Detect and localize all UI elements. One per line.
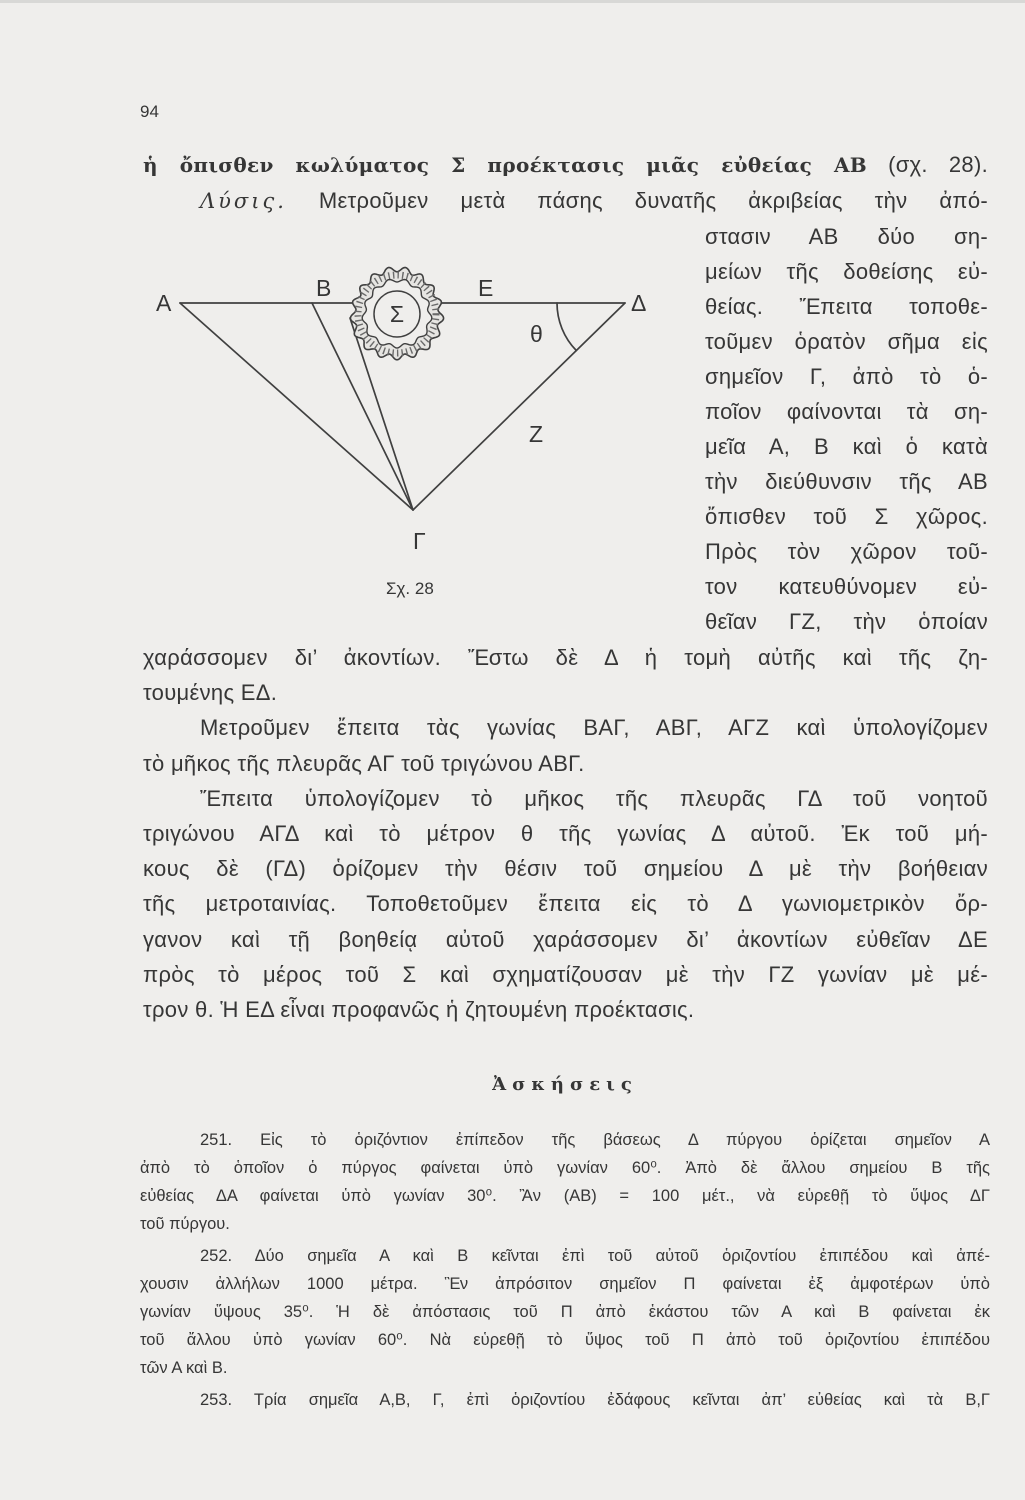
exercise-line: 252. Δύο σημεῖα Α καὶ Β κεῖνται ἐπὶ τοῦ αὐτοῦ ὁριζοντίου ἐπιπέδου καὶ ἀπέ- [200,1247,990,1265]
body-line: τουμένης ΕΔ. [143,680,278,706]
solution-first-line [143,183,988,219]
exercise-line: 253. Τρία σημεῖα Α,Β, Γ, ἐπὶ ὁριζοντίου ἐδάφους κεῖνται ἀπ’ εὐθείας καὶ τὰ Β,Γ [200,1391,990,1409]
label-theta: θ [530,321,543,347]
heading-bold-text: ἡ ὄπισθεν κωλύματος Σ προέκτασις μιᾶς εὐθείας ΑΒ [143,153,867,177]
line-gamma-z-delta [413,303,625,510]
side-line: ὄπισθεν τοῦ Σ χῶρος. [705,504,988,529]
exercise-line: τῶν Α καὶ Β. [140,1359,228,1377]
heading-figure-ref: (σχ. 28). [888,152,988,177]
body-line: Μετροῦμεν ἔπειτα τὰς γωνίας ΒΑΓ, ΑΒΓ, ΑΓΖ καὶ ὑπολογίζομεν [200,715,988,741]
label-e: Ε [478,275,494,301]
exercise-line: εὐθείας ΔΑ φαίνεται ὑπὸ γωνίαν 30⁰. Ἂν (ΑΒ) = 100 μέτ., νὰ εὑρεθῇ τὸ ὕψος ΔΓ [140,1187,990,1205]
side-line: στασιν ΑΒ δύο ση- [705,224,988,249]
solution-first-text: Μετροῦμεν μετὰ πάσης δυνατῆς ἀκριβείας τὴν ἀπό- [318,188,988,213]
figure-caption: Σχ. 28 [386,579,434,598]
scan-edge [0,0,1025,3]
body-line: γανον καὶ τῇ βοηθείᾳ αὐτοῦ χαράσσομεν δι’ ἀκοντίων εὐθεῖαν ΔΕ [143,926,988,952]
exercise-line: τοῦ πύργου. [140,1215,230,1233]
label-z: Ζ [529,421,544,447]
page-number: 94 [140,102,159,121]
body-line: πρὸς τὸ μέρος τοῦ Σ καὶ σχηματίζουσαν μὲ τὴν ΓΖ γωνίαν μὲ μέ- [143,961,988,987]
side-line: θείας. Ἔπειτα τοποθε- [705,294,988,319]
side-line: τοῦμεν ὁρατὸν σῆμα εἰς [705,329,988,354]
solution-start [143,183,988,219]
side-line: θεῖαν ΓΖ, τὴν ὁποίαν [705,609,988,634]
side-line: Πρὸς τὸν χῶρον τοῦ- [705,539,988,564]
angle-theta-arc [557,303,576,351]
side-line: ποῖον φαίνονται τὰ ση- [705,399,988,424]
side-line: μείων τῆς δοθείσης εὐ- [705,259,988,284]
heading-line [143,147,988,183]
side-line: σημεῖον Γ, ἀπὸ τὸ ὁ- [705,364,988,389]
exercise-line: τοῦ ἄλλου ὑπὸ γωνίαν 60⁰. Νὰ εὑρεθῇ τὸ ὕψος τοῦ Π ἀπὸ τοῦ ὁριζοντίου ἐπιπέδου [140,1331,990,1349]
exercise-line: 251. Εἰς τὸ ὁριζόντιον ἐπίπεδον τῆς βάσεως Δ πύργου ὁρίζεται σημεῖον Α [200,1131,990,1149]
label-a: Α [156,290,172,316]
side-line: μεῖα Α, Β καὶ ὁ κατὰ [705,434,988,459]
exercise-line: ἀπὸ τὸ ὁποῖον ὁ πύργος φαίνεται ὑπὸ γωνίαν 60⁰. Ἀπὸ δὲ ἄλλου σημείου Β τῆς [140,1159,990,1177]
body-line: τῆς μετροταινίας. Τοποθετοῦμεν ἔπειτα εἰς τὸ Δ γωνιομετρικὸν ὄρ- [143,891,988,917]
exercise-line: χουσιν ἀλλήλων 1000 μέτρα. Ἓν ἀπρόσιτον σημεῖον Π φαίνεται ἐξ ἀμφοτέρων ὑπὸ [140,1275,990,1293]
obstacle-sigma [350,268,443,360]
body-line: Ἔπειτα ὑπολογίζομεν τὸ μῆκος τῆς πλευρᾶς ΓΔ τοῦ νοητοῦ [200,785,988,811]
body-line: κους δὲ (ΓΔ) ὁρίζομεν τὴν θέσιν τοῦ σημείου Δ μὲ τὴν βοήθειαν [143,856,988,882]
body-line: χαράσσομεν δι’ ἀκοντίων. Ἔστω δὲ Δ ἡ τομὴ αὐτῆς καὶ τῆς ζη- [143,645,988,670]
solution-label: Λύσις. [200,189,287,213]
figure-28 [150,240,670,610]
body-line: τρον θ. Ἡ ΕΔ εἶναι προφανῶς ἡ ζητουμένη προέκτασις. [143,996,695,1022]
label-delta: Δ [631,290,647,316]
exercises-list [140,1126,990,1414]
exercise-line: γωνίαν ὕψους 35⁰. Ἡ δὲ ἀπόστασις τοῦ Π ἀπὸ ἑκάστου τῶν Α καὶ Β φαίνεται ἐκ [140,1303,990,1321]
problem-heading [143,147,988,183]
label-gamma: Γ [413,528,426,554]
body-line: τριγώνου ΑΓΔ καὶ τὸ μέτρον θ τῆς γωνίας Δ αὐτοῦ. Ἐκ τοῦ μή- [143,820,988,846]
side-line: τὴν διεύθυνσιν τῆς ΑΒ [705,469,988,494]
label-sigma: Σ [389,301,405,327]
side-column-text [705,219,988,639]
solution-body [143,640,988,1027]
body-line: τὸ μῆκος τῆς πλευρᾶς ΑΓ τοῦ τριγώνου ΑΒΓ. [143,750,585,776]
label-b: Β [316,275,332,301]
side-line: τον κατευθύνομεν εὐ- [705,574,988,599]
exercises-title: Ἀσκήσεις [492,1074,638,1095]
